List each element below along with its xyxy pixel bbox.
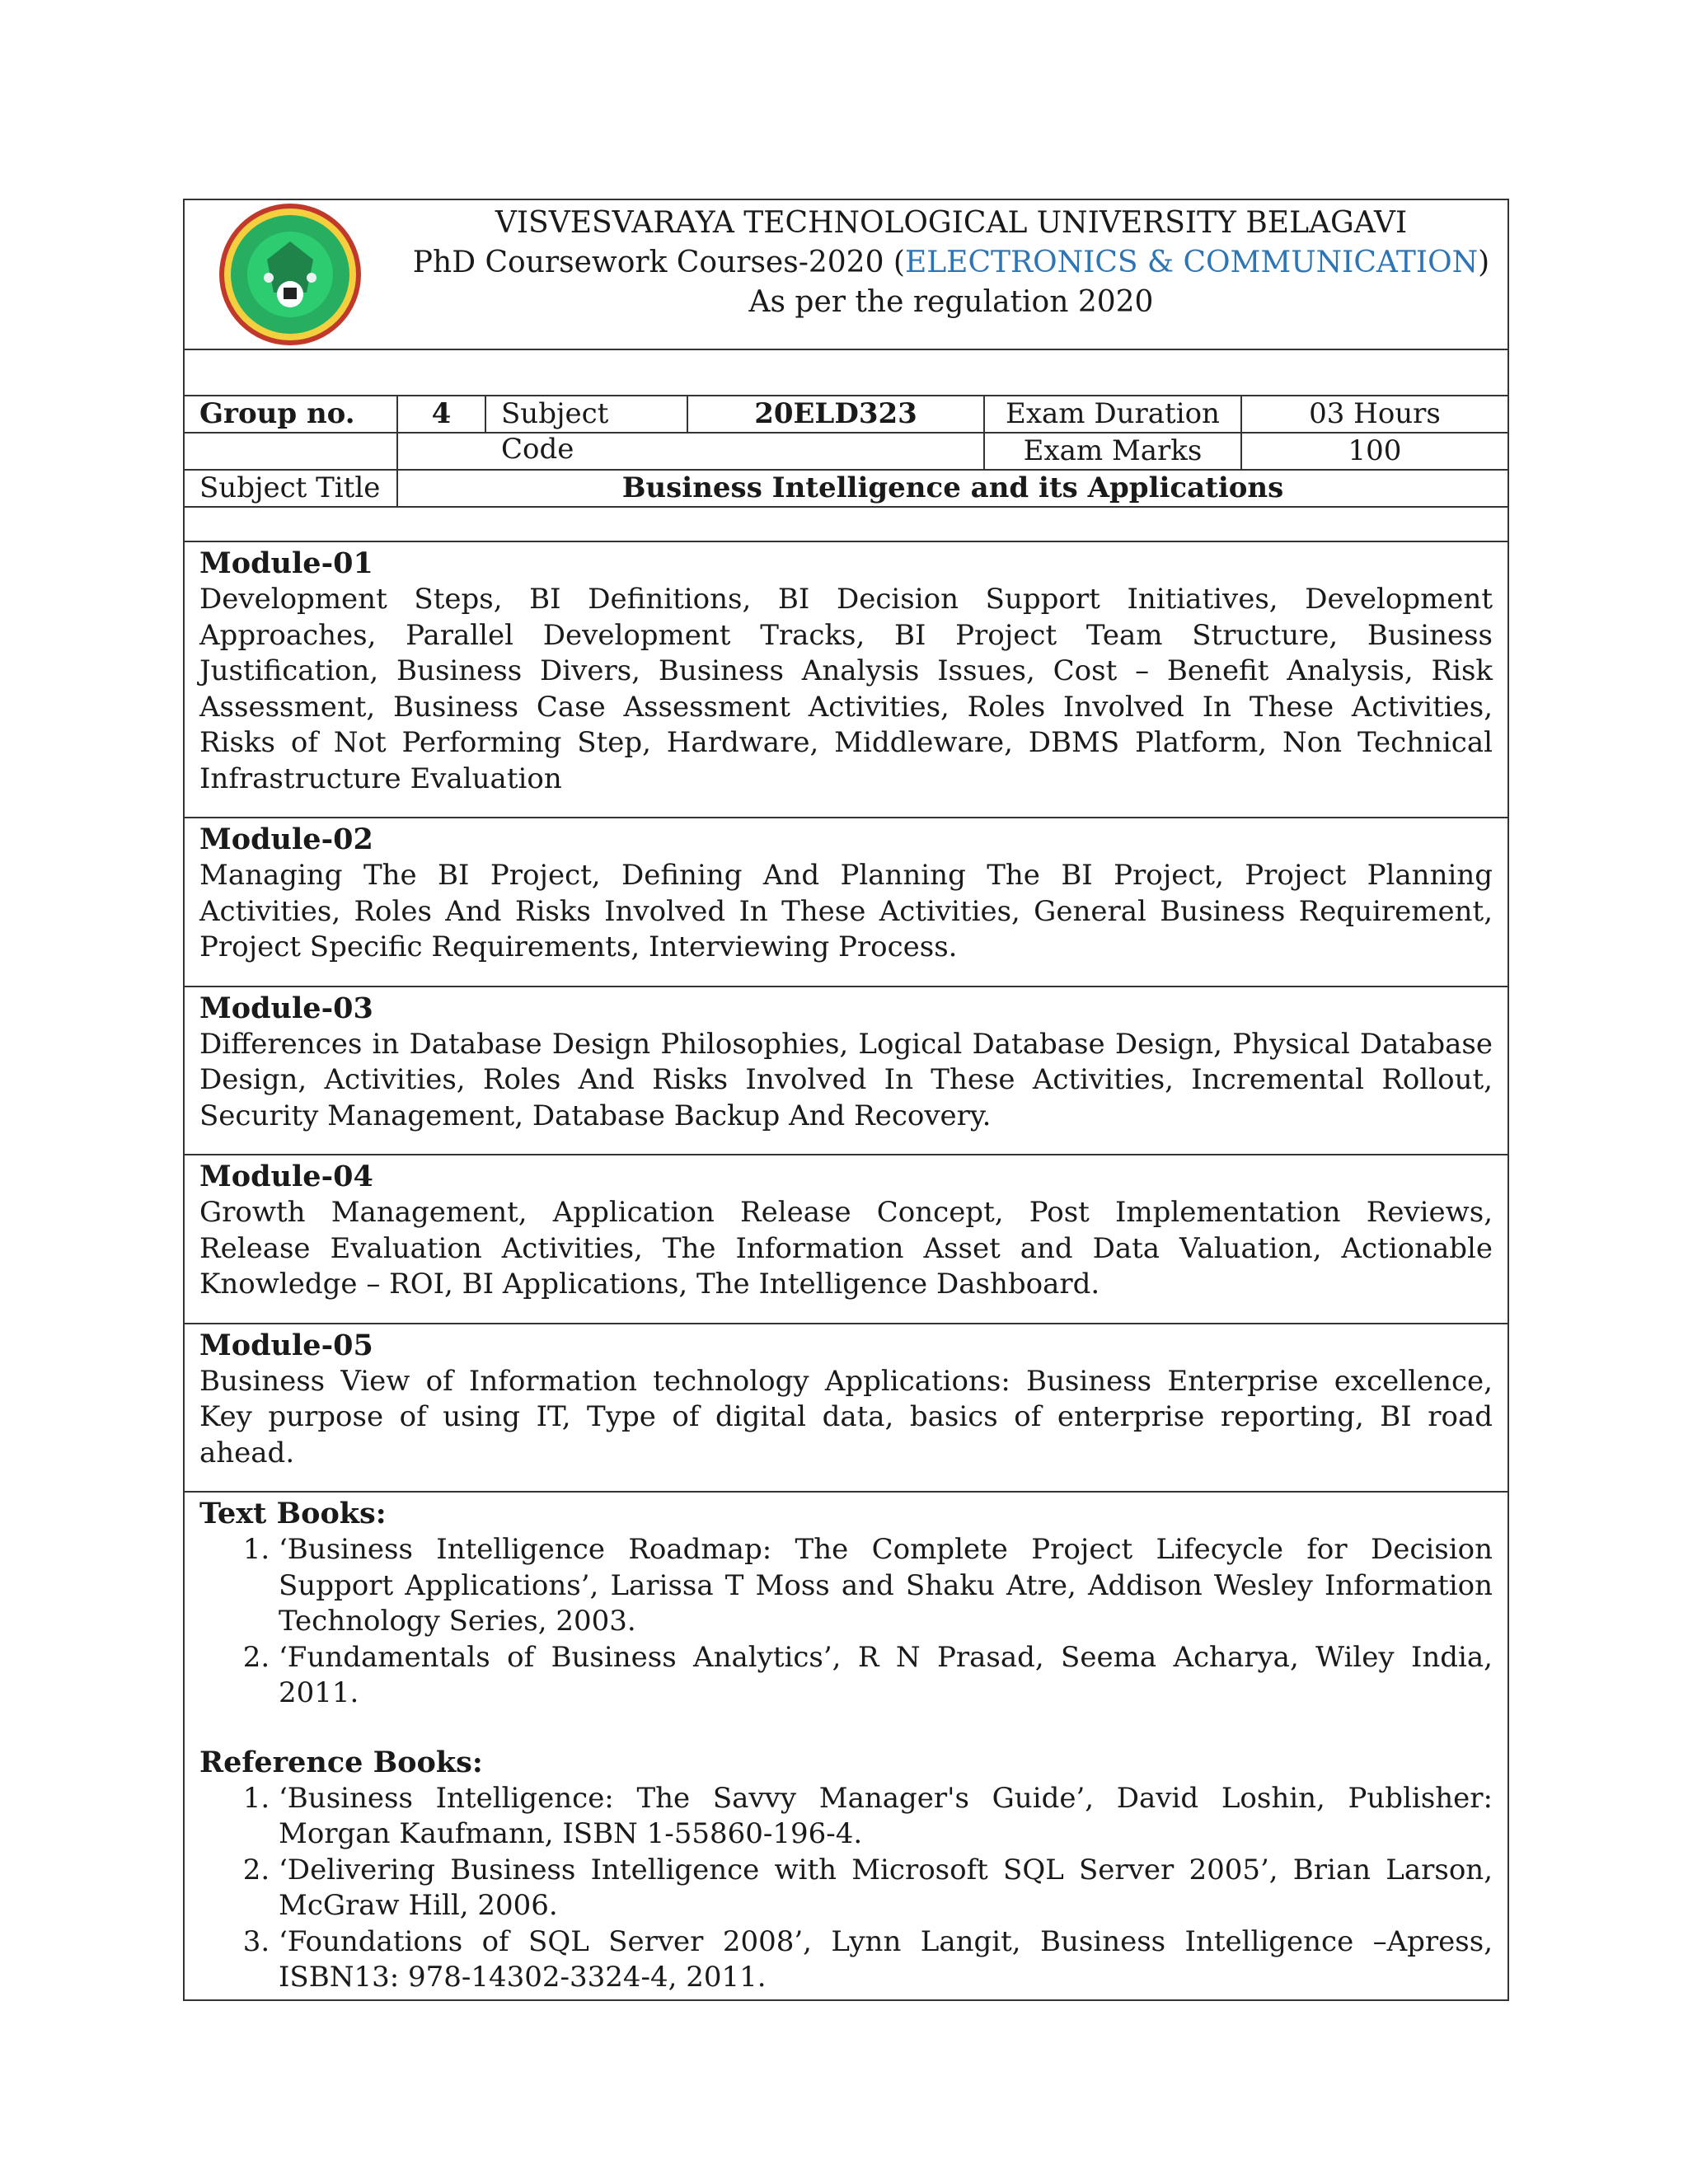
list-item: 3. ‘Foundations of SQL Server 2008’, Lynn Langit, Business Intelligence –Apress, ISBN13: 978-14302-3324-4, 2011. <box>279 1924 1493 1996</box>
books-block <box>185 1493 1507 1999</box>
subject-code-label: Subject Code <box>486 396 688 432</box>
module-block <box>185 818 1507 987</box>
subject-code-value: 20ELD323 <box>688 396 985 432</box>
module-text: Growth Management, Application Release Concept, Post Implementation Reviews, Release Evaluation Activities, The Information Asset and Data Valuation, Actionable Knowledge – ROI, BI Applications, The Intelligence Dashboard. <box>199 1196 1493 1301</box>
module-block <box>185 542 1507 818</box>
subject-title-value: Business Intelligence and its Applications <box>621 471 1284 504</box>
module-title: Module-02 <box>199 823 373 856</box>
module-title: Module-03 <box>199 991 373 1025</box>
reference-books-list <box>199 1781 1493 1996</box>
syllabus-document <box>183 199 1509 2001</box>
list-item: 2. ‘Delivering Business Intelligence with Microsoft SQL Server 2005’, Brian Larson, McGraw Hill, 2006. <box>279 1853 1493 1924</box>
module-text: Managing The BI Project, Defining And Planning The BI Project, Project Planning Activities, Roles And Risks Involved In These Activities, General Business Requirement, Project Specific Requirements, Interviewing Process. <box>199 859 1493 963</box>
module-section <box>185 1324 1507 1492</box>
module-title: Module-05 <box>199 1328 373 1362</box>
module-block <box>185 1155 1507 1324</box>
document-header <box>185 200 1507 350</box>
list-item: 1. ‘Business Intelligence: The Savvy Manager's Guide’, David Loshin, Publisher: Morgan Kaufmann, ISBN 1-55860-196-4. <box>279 1781 1493 1853</box>
group-label: Group no. <box>185 396 398 432</box>
module-section <box>185 987 1507 1155</box>
group-value: 4 <box>398 396 486 432</box>
module-text: Development Steps, BI Definitions, BI Decision Support Initiatives, Development Approaches, Parallel Development Tracks, BI Project Team Structure, Business Justification, Business Divers, Business Analysis Issues, Cost – Benefit Analysis, Risk Assessment, Business Case Assessment Activities, Roles Involved In These Activities, Risks of Not Performing Step, Hardware, Middleware, DBMS Platform, Non Technical Infrastructure Evaluation <box>199 583 1493 795</box>
courses-suffix: ) <box>1478 246 1490 279</box>
empty-cell <box>398 434 985 469</box>
module-title: Module-01 <box>199 546 373 580</box>
subject-title-label: Subject Title <box>185 471 398 506</box>
university-seal-icon <box>218 202 363 347</box>
university-name: VISVESVARAYA TECHNOLOGICAL UNIVERSITY BELAGAVI <box>495 206 1408 240</box>
module-block <box>185 987 1507 1156</box>
empty-cell <box>185 434 398 469</box>
exam-duration-label: Exam Duration <box>985 396 1242 432</box>
module-block <box>185 1324 1507 1493</box>
blank-row <box>185 508 1507 542</box>
exam-marks-label: Exam Marks <box>985 434 1242 469</box>
text-books-list <box>199 1532 1493 1712</box>
exam-marks-value: 100 <box>1348 434 1402 467</box>
module-section <box>185 542 1507 817</box>
module-text: Business View of Information technology Applications: Business Enterprise excellence, Key purpose of using IT, Type of digital data, basics of enterprise reporting, BI road ahead. <box>199 1364 1493 1469</box>
header-titles <box>395 200 1507 349</box>
list-item: 2. ‘Fundamentals of Business Analytics’, R N Prasad, Seema Acharya, Wiley India, 2011. <box>279 1640 1493 1712</box>
books-section <box>185 1493 1507 1999</box>
module-section <box>185 818 1507 986</box>
university-logo <box>185 200 395 349</box>
reference-books-title: Reference Books: <box>199 1745 483 1779</box>
courses-line <box>410 243 1493 283</box>
list-item: 1. ‘Business Intelligence Roadmap: The Complete Project Lifecycle for Decision Support Applications’, Larissa T Moss and Shaku Atre, Addison Wesley Information Technology Series, 2003. <box>279 1532 1493 1640</box>
blank-row <box>185 350 1507 396</box>
details-row-2 <box>185 434 1507 471</box>
courses-prefix: PhD Coursework Courses-2020 ( <box>412 246 905 279</box>
module-text: Differences in Database Design Philosophies, Logical Database Design, Physical Database Design, Activities, Roles And Risks Involved In These Activities, Incremental Rollout, Security Management, Database Backup And Recovery. <box>199 1027 1493 1132</box>
module-section <box>185 1155 1507 1323</box>
details-row-3 <box>185 471 1507 508</box>
exam-duration-value: 03 Hours <box>1309 397 1441 430</box>
text-books-title: Text Books: <box>199 1497 387 1530</box>
regulation-line: As per the regulation 2020 <box>748 285 1154 319</box>
module-title: Module-04 <box>199 1160 373 1193</box>
department-name: ELECTRONICS & COMMUNICATION <box>904 246 1479 279</box>
